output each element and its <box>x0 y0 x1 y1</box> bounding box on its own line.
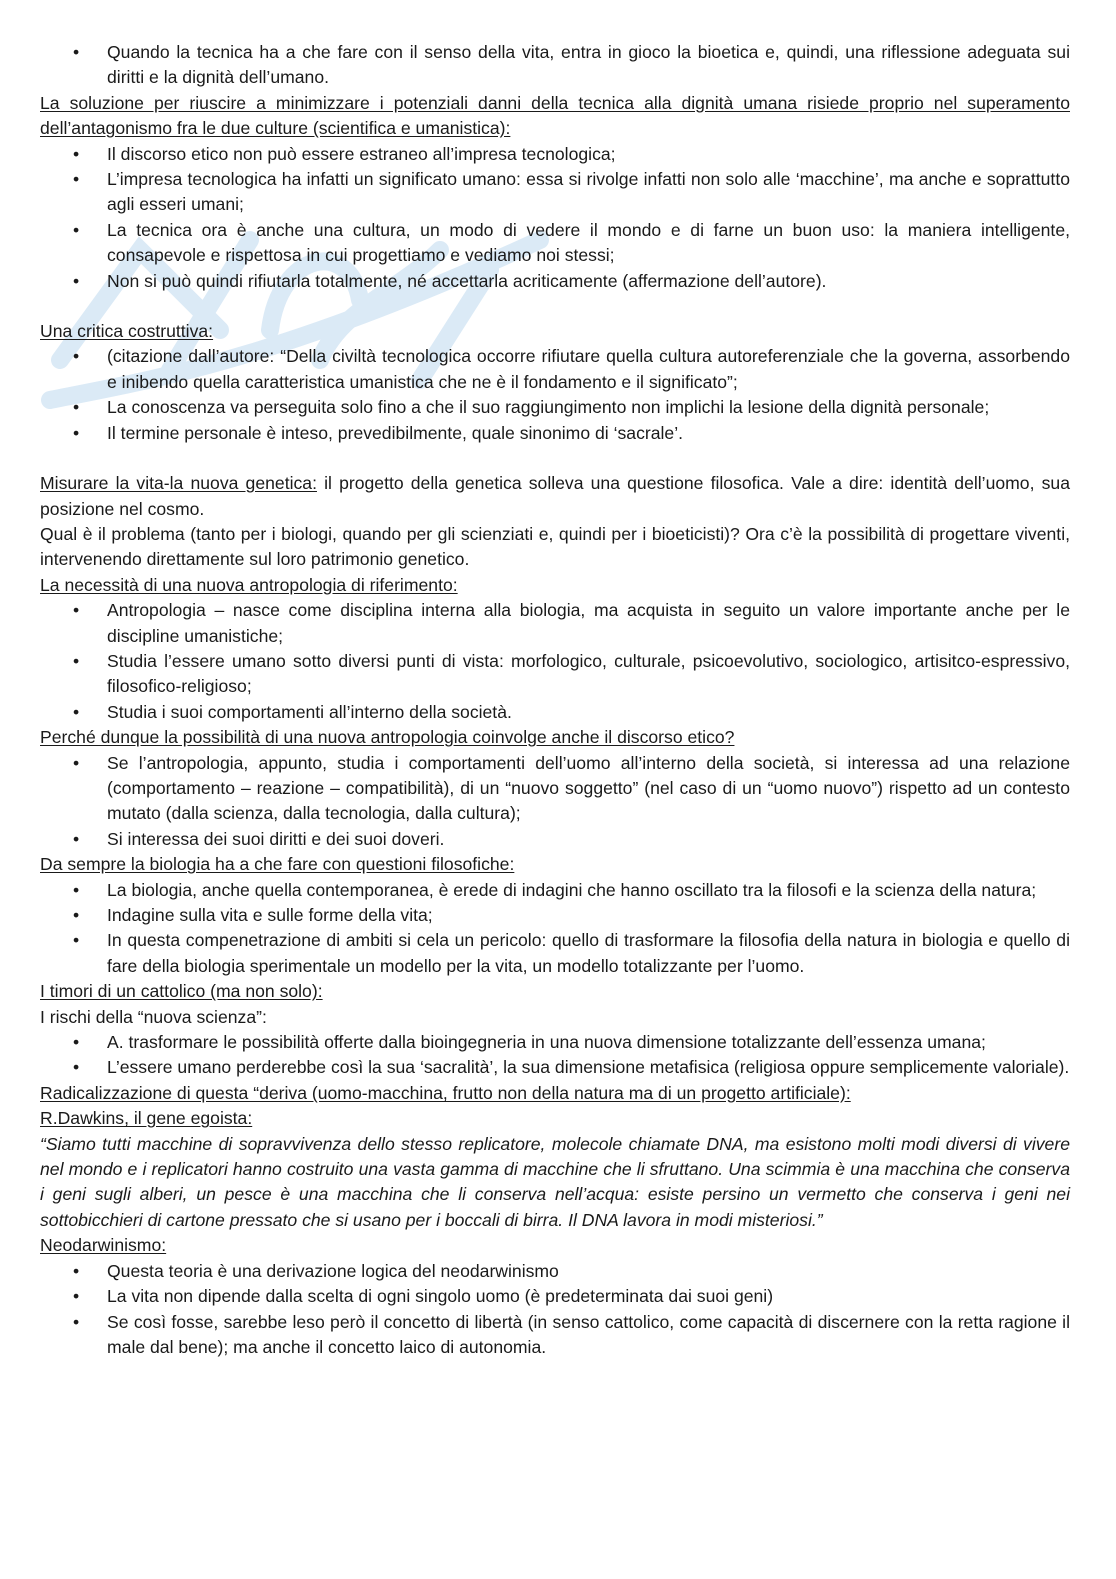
section-heading: Da sempre la biologia ha a che fare con questioni filosofiche: <box>40 854 515 875</box>
bullet-list <box>40 142 1070 294</box>
list-item: • La vita non dipende dalla scelta di ogni singolo uomo (è predeterminata dai suoi geni) <box>40 1284 1070 1309</box>
list-item: • (citazione dall’autore: “Della civiltà tecnologica occorre rifiutare quella cultura autoreferenziale che la governa, assorbendo e inibendo quella caratteristica umanistica che ne è il fondamento e il significato”; <box>40 344 1070 395</box>
spacer <box>40 446 1070 471</box>
list-item: • Il termine personale è inteso, prevedibilmente, quale sinonimo di ‘sacrale’. <box>40 421 1070 446</box>
bullet-list <box>40 344 1070 446</box>
list-item: • L’impresa tecnologica ha infatti un significato umano: essa si rivolge infatti non solo alle ‘macchine’, ma anche e soprattutto agli esseri umani; <box>40 167 1070 218</box>
bullet-list <box>40 751 1070 853</box>
list-item: • La tecnica ora è anche una cultura, un modo di vedere il mondo e di farne un buon uso: la maniera intelligente, consapevole e rispettosa in cui progettiamo e vediamo noi stessi; <box>40 218 1070 269</box>
heading-paragraph <box>40 319 1070 344</box>
list-item: • Non si può quindi rifiutarla totalmente, né accettarla acriticamente (affermazione dell’autore). <box>40 269 1070 294</box>
heading-paragraph <box>40 852 1070 877</box>
list-item: • La biologia, anche quella contemporanea, è erede di indagini che hanno oscillato tra la filosofi e la scienza della natura; <box>40 878 1070 903</box>
bullet-list <box>40 878 1070 980</box>
heading-paragraph <box>40 1233 1070 1258</box>
list-item: • A. trasformare le possibilità offerte dalla bioingegneria in una nuova dimensione totalizzante dell’essenza umana; <box>40 1030 1070 1055</box>
heading-paragraph <box>40 91 1070 142</box>
list-item: • Indagine sulla vita e sulle forme della vita; <box>40 903 1070 928</box>
paragraph: I rischi della “nuova scienza”: <box>40 1006 267 1027</box>
heading-paragraph <box>40 725 1070 750</box>
paragraph <box>40 471 1070 522</box>
section-heading: Neodarwinismo: <box>40 1235 167 1256</box>
section-heading: R.Dawkins, il gene egoista: <box>40 1108 253 1129</box>
section-heading: Misurare la vita-la nuova genetica: <box>40 473 317 494</box>
section-heading: Radicalizzazione di questa “deriva (uomo-macchina, frutto non della natura ma di un progetto artificiale): <box>40 1082 851 1103</box>
list-item: • Studia i suoi comportamenti all’interno della società. <box>40 700 1070 725</box>
heading-paragraph <box>40 1106 1070 1131</box>
section-heading: I timori di un cattolico (ma non solo): <box>40 981 323 1002</box>
list-item: • Si interessa dei suoi diritti e dei suoi doveri. <box>40 827 1070 852</box>
list-item: • Antropologia – nasce come disciplina interna alla biologia, ma acquista in seguito un valore importante anche per le discipline umanistiche; <box>40 598 1070 649</box>
section-heading: Perché dunque la possibilità di una nuova antropologia coinvolge anche il discorso etico? <box>40 727 735 748</box>
list-item: • Quando la tecnica ha a che fare con il senso della vita, entra in gioco la bioetica e, quindi, una riflessione adeguata sui diritti e la dignità dell’umano. <box>40 40 1070 91</box>
section-heading: La necessità di una nuova antropologia di riferimento: <box>40 574 458 595</box>
heading-paragraph <box>40 979 1070 1004</box>
list-item: • L’essere umano perderebbe così la sua ‘sacralità’, la sua dimensione metafisica (religiosa oppure semplicemente valoriale). <box>40 1055 1070 1080</box>
dawkins-quote: “Siamo tutti macchine di sopravvivenza dello stesso replicatore, molecole chiamate DNA, ma esistono molti modi diversi di vivere nel mondo e i replicatori hanno costruito una vasta gamma di macchine che li sfruttano. Una scimmia è una macchina che conserva i geni sugli alberi, un pesce è una macchina che li conserva nell’acqua: esiste persino un vermetto che conserva i geni nei sottobicchieri di cartone pressato che si usano per i boccali di birra. Il DNA lavora in modi misteriosi.” <box>40 1133 1070 1230</box>
list-item: • La conoscenza va perseguita solo fino a che il suo raggiungimento non implichi la lesione della dignità personale; <box>40 395 1070 420</box>
heading-paragraph <box>40 1081 1070 1106</box>
list-item: • Questa teoria è una derivazione logica del neodarwinismo <box>40 1259 1070 1284</box>
bullet-list <box>40 1259 1070 1361</box>
bullet-list <box>40 40 1070 91</box>
heading-paragraph <box>40 573 1070 598</box>
list-item: • Se l’antropologia, appunto, studia i comportamenti dell’uomo all’interno della società, si interessa ad una relazione (comportamento – reazione – compatibilità), di un “nuovo soggetto” (nel caso di un “uomo nuovo”) rispetto ad un contesto mutato (dalla scienza, dalla tecnologia, dalla cultura); <box>40 751 1070 827</box>
bullet-list <box>40 598 1070 725</box>
list-item: • Se così fosse, sarebbe leso però il concetto di libertà (in senso cattolico, come capacità di discernere con la retta ragione il male dal bene); ma anche il concetto laico di autonomia. <box>40 1310 1070 1361</box>
section-heading: Una critica costruttiva: <box>40 321 214 342</box>
list-item: • Il discorso etico non può essere estraneo all’impresa tecnologica; <box>40 142 1070 167</box>
list-item: • In questa compenetrazione di ambiti si cela un pericolo: quello di trasformare la filosofia della natura in biologia e quello di fare della biologia sperimentale un modello per la vita, un modello totalizzante per l’uomo. <box>40 928 1070 979</box>
bullet-list <box>40 1030 1070 1081</box>
list-item: • Studia l’essere umano sotto diversi punti di vista: morfologico, culturale, psicoevolutivo, sociologico, artisitco-espressivo, filosofico-religioso; <box>40 649 1070 700</box>
spacer <box>40 294 1070 319</box>
paragraph-text: il progetto della genetica solleva una questione filosofica. Vale a dire: identità dell’uomo, sua posizione nel cosmo. <box>40 473 1070 519</box>
document-page <box>40 40 1070 1360</box>
paragraph: Qual è il problema (tanto per i biologi, quando per gli scienziati e, quindi per i bioeticisti)? Ora c’è la possibilità di progettare viventi, intervenendo direttamente sul loro patrimonio genetico. <box>40 523 1070 570</box>
section-heading: La soluzione per riuscire a minimizzare i potenziali danni della tecnica alla dignità umana risiede proprio nel superamento dell’antagonismo fra le due culture (scientifica e umanistica): <box>40 92 1070 139</box>
